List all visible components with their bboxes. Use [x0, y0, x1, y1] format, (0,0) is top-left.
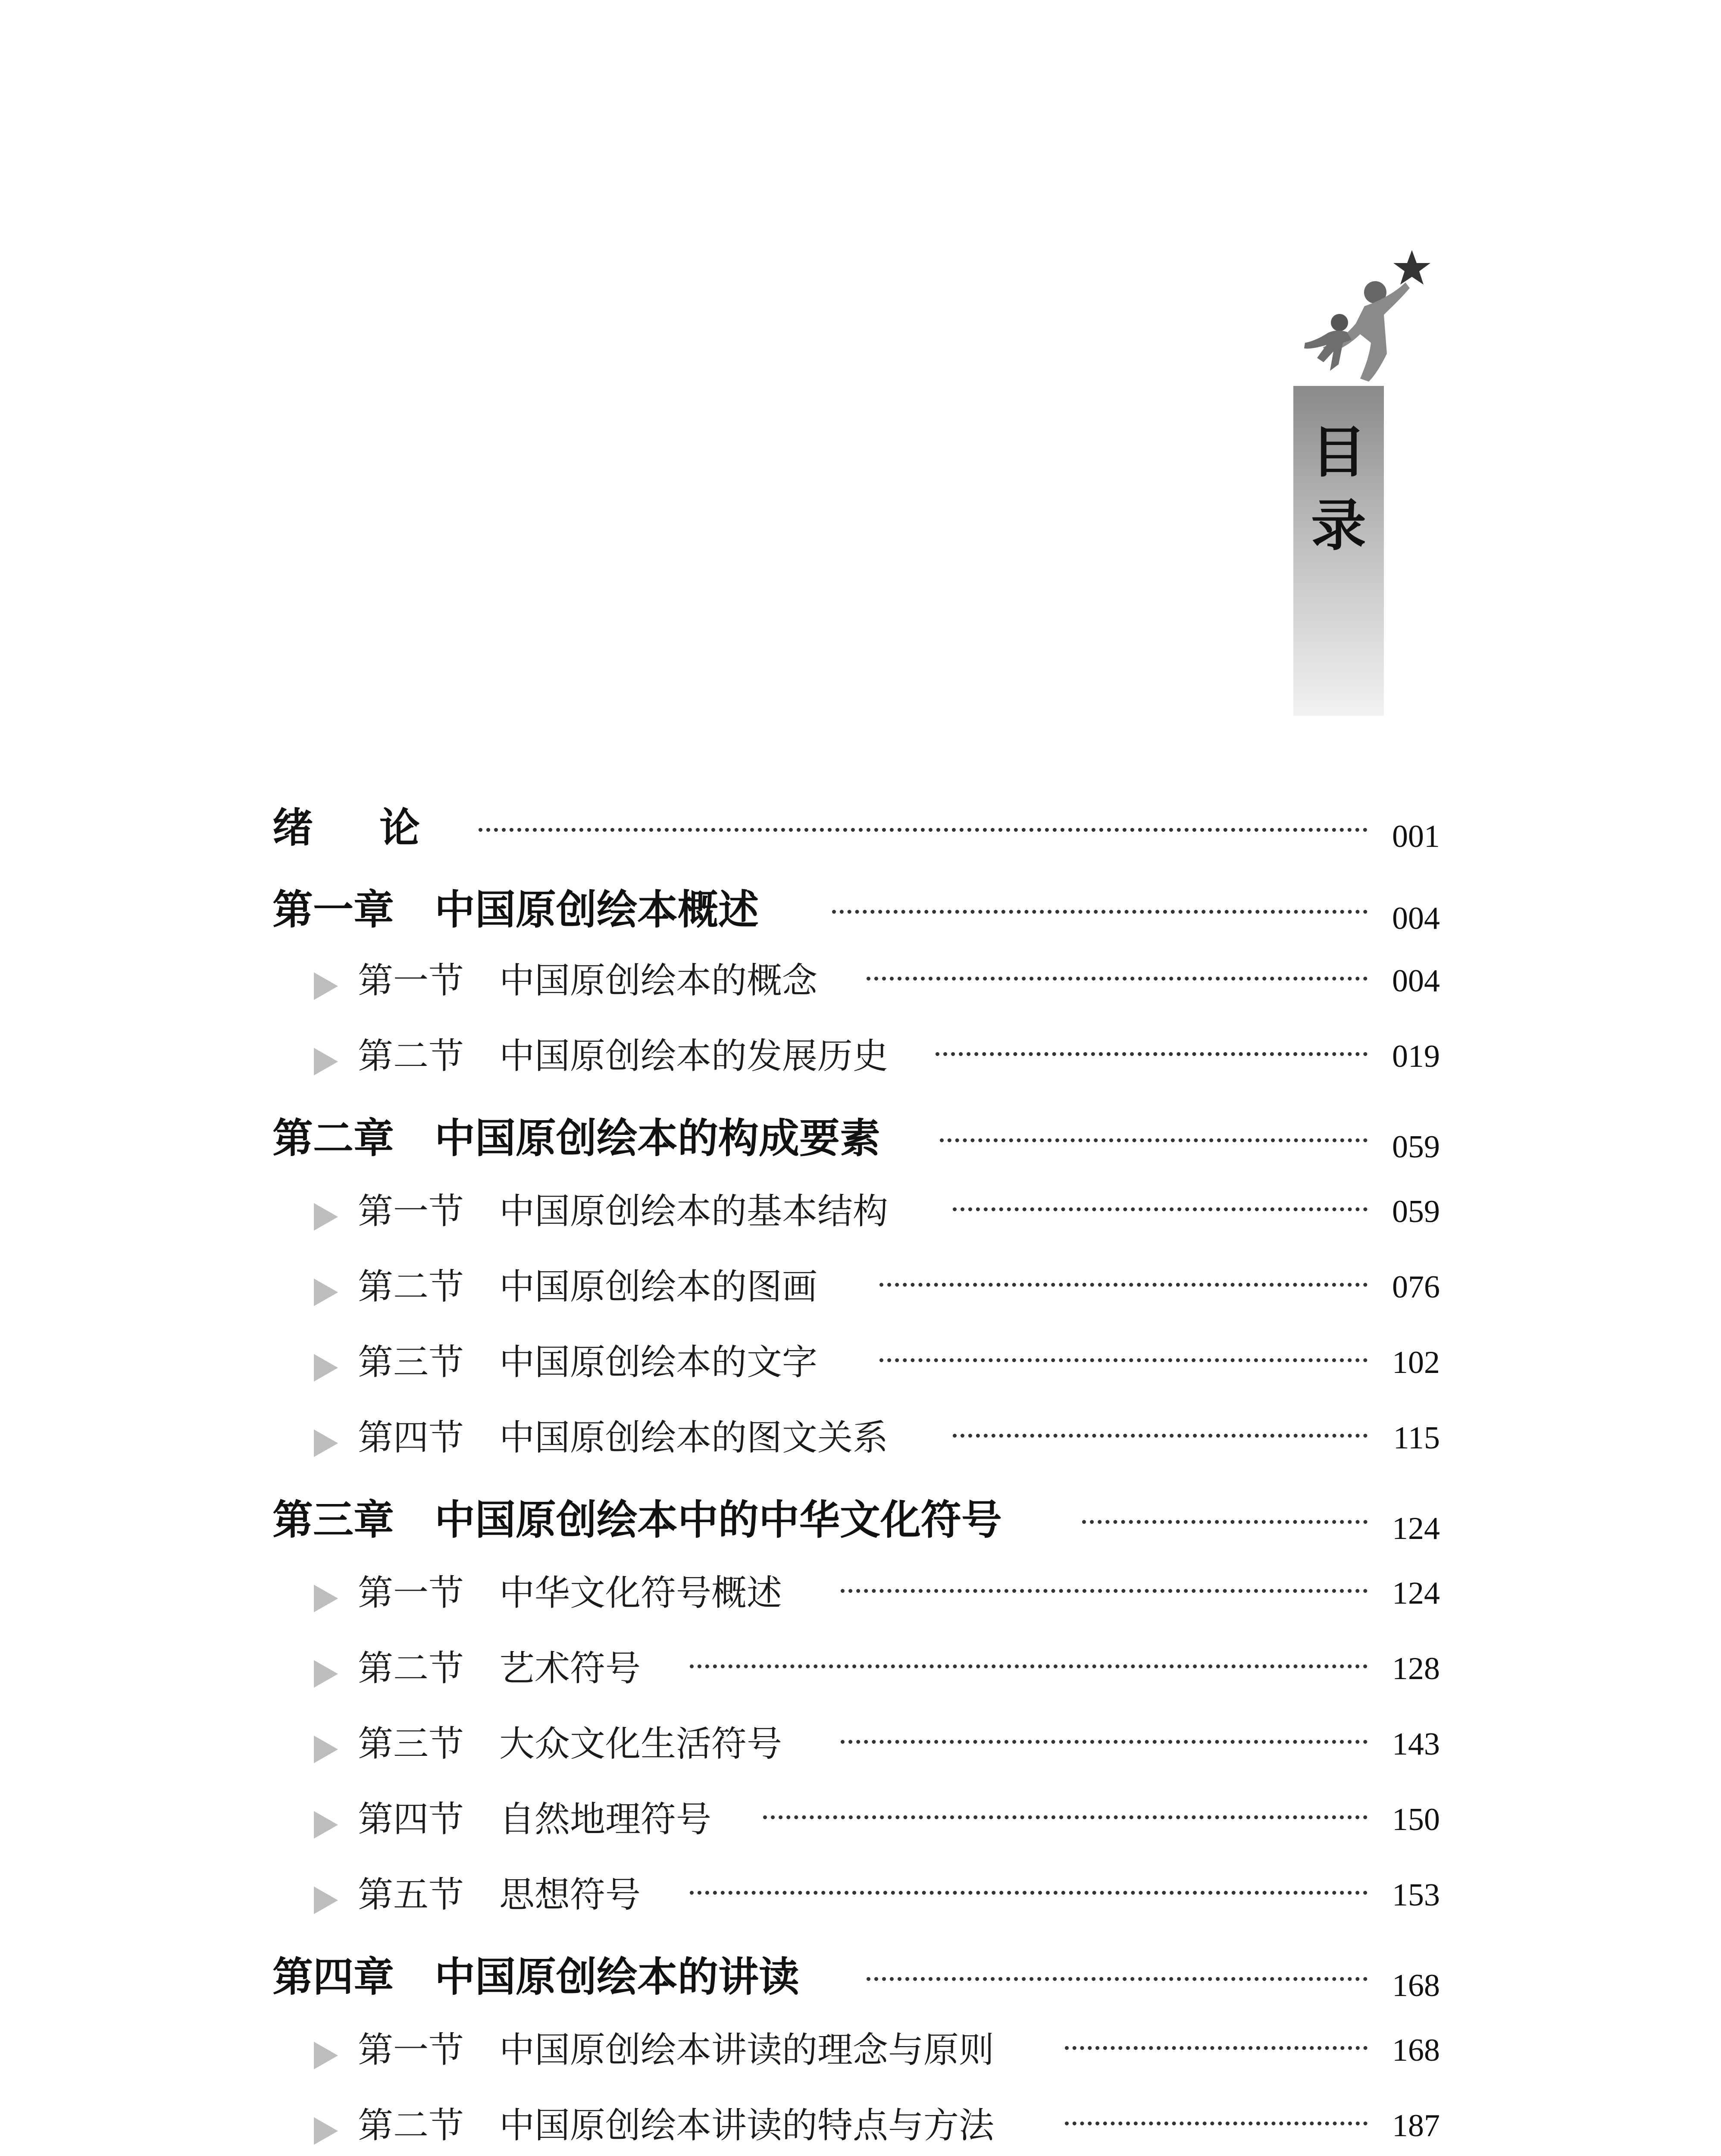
toc-entry-page: 059 [1392, 1194, 1440, 1229]
toc-entry-label: 第一节 中国原创绘本的基本结构 [358, 1191, 889, 1232]
toc-entry-3-1[interactable] [0, 1567, 1721, 1632]
triangle-bullet-icon [314, 1429, 338, 1457]
toc-entry-page: 019 [1392, 1039, 1440, 1074]
toc-entry-3-3[interactable] [0, 1718, 1721, 1783]
triangle-bullet-icon [314, 1811, 338, 1839]
toc-entry-label: 第一节 中华文化符号概述 [358, 1573, 782, 1614]
toc-entry-1-2[interactable] [0, 1031, 1721, 1095]
dot-leader [879, 1358, 1367, 1362]
toc-entry-page: 102 [1392, 1345, 1440, 1380]
triangle-bullet-icon [314, 1887, 338, 1914]
toc-entry-page: 004 [1392, 963, 1440, 999]
toc-entry-2-3[interactable] [0, 1337, 1721, 1401]
dot-leader [953, 1434, 1367, 1438]
toc-entry-page: 128 [1392, 1651, 1440, 1686]
triangle-bullet-icon [314, 1279, 338, 1306]
contents-title-char-2: 录 [1311, 494, 1366, 558]
triangle-bullet-icon [314, 1660, 338, 1688]
triangle-bullet-icon [314, 972, 338, 1000]
toc-entry-label: 第五节 思想符号 [358, 1874, 641, 1915]
triangle-bullet-icon [314, 1354, 338, 1382]
toc-entry-label: 第三节 大众文化生活符号 [358, 1724, 782, 1764]
toc-entry-1-1[interactable] [0, 955, 1721, 1020]
triangle-bullet-icon [314, 1048, 338, 1075]
toc-entry-2-1[interactable] [0, 1186, 1721, 1250]
toc-entry-intro[interactable] [0, 802, 1721, 867]
toc-entry-4-2[interactable] [0, 2100, 1721, 2156]
toc-entry-chapter-2[interactable] [0, 1112, 1721, 1177]
toc-entry-page: 076 [1392, 1269, 1440, 1305]
toc-entry-label: 第二节 中国原创绘本的发展历史 [358, 1036, 889, 1077]
dot-leader [832, 910, 1367, 914]
toc-entry-label: 第三节 中国原创绘本的文字 [358, 1342, 818, 1383]
triangle-bullet-icon [314, 1736, 338, 1763]
toc-entry-page: 143 [1392, 1727, 1440, 1762]
toc-entry-label: 第四节 中国原创绘本的图文关系 [358, 1417, 889, 1458]
toc-entry-label: 第一节 中国原创绘本的概念 [358, 960, 818, 1001]
toc-entry-label: 绪 论 [272, 804, 433, 852]
triangle-bullet-icon [314, 1203, 338, 1231]
toc-entry-page: 001 [1392, 819, 1440, 854]
toc-entry-4-1[interactable] [0, 2024, 1721, 2089]
contents-title-char-1: 目 [1311, 420, 1366, 485]
toc-entry-2-4[interactable] [0, 1412, 1721, 1477]
dot-leader [690, 1891, 1367, 1895]
toc-entry-page: 150 [1392, 1802, 1440, 1837]
dot-leader [879, 1283, 1367, 1287]
toc-entry-page: 124 [1392, 1511, 1440, 1546]
toc-entry-3-2[interactable] [0, 1643, 1721, 1708]
toc-entry-3-4[interactable] [0, 1794, 1721, 1858]
toc-entry-chapter-1[interactable] [0, 884, 1721, 949]
toc-entry-page: 168 [1392, 2033, 1440, 2068]
toc-entry-label: 第二章 中国原创绘本的构成要素 [272, 1115, 881, 1162]
toc-entry-label: 第一章 中国原创绘本概述 [272, 886, 759, 934]
dot-leader [867, 977, 1367, 981]
toc-entry-chapter-4[interactable] [0, 1951, 1721, 2016]
dot-leader [690, 1664, 1367, 1668]
toc-entry-page: 124 [1392, 1576, 1440, 1611]
toc-entry-chapter-3[interactable] [0, 1494, 1721, 1559]
dot-leader [479, 828, 1367, 832]
toc-entry-page: 187 [1392, 2108, 1440, 2143]
triangle-bullet-icon [314, 1585, 338, 1612]
triangle-bullet-icon [314, 2117, 338, 2145]
dot-leader [867, 1977, 1367, 1981]
dot-leader [763, 1815, 1367, 1819]
dot-leader [1065, 2122, 1367, 2125]
toc-entry-label: 第二节 中国原创绘本讲读的特点与方法 [358, 2105, 995, 2146]
dot-leader [953, 1207, 1367, 1211]
triangle-bullet-icon [314, 2042, 338, 2069]
toc-entry-label: 第二节 艺术符号 [358, 1648, 641, 1689]
toc-entry-2-2[interactable] [0, 1261, 1721, 1326]
toc-entry-page: 004 [1392, 901, 1440, 936]
toc-entry-label: 第四章 中国原创绘本的讲读 [272, 1953, 800, 2001]
toc-entry-label: 第二节 中国原创绘本的图画 [358, 1266, 818, 1307]
toc-entry-label: 第三章 中国原创绘本中的中华文化符号 [272, 1496, 1002, 1544]
dot-leader [841, 1740, 1367, 1744]
toc-entry-page: 059 [1392, 1129, 1440, 1165]
toc-entry-label: 第四节 自然地理符号 [358, 1799, 712, 1840]
toc-entry-page: 115 [1393, 1420, 1440, 1456]
toc-entry-3-5[interactable] [0, 1869, 1721, 1934]
toc-entry-page: 168 [1392, 1968, 1440, 2003]
toc-entry-page: 153 [1392, 1877, 1440, 1913]
dot-leader [940, 1138, 1367, 1142]
dot-leader [841, 1589, 1367, 1593]
toc-entry-label: 第一节 中国原创绘本讲读的理念与原则 [358, 2030, 995, 2071]
dot-leader [936, 1052, 1367, 1056]
dot-leader [1082, 1520, 1367, 1524]
dot-leader [1065, 2046, 1367, 2050]
